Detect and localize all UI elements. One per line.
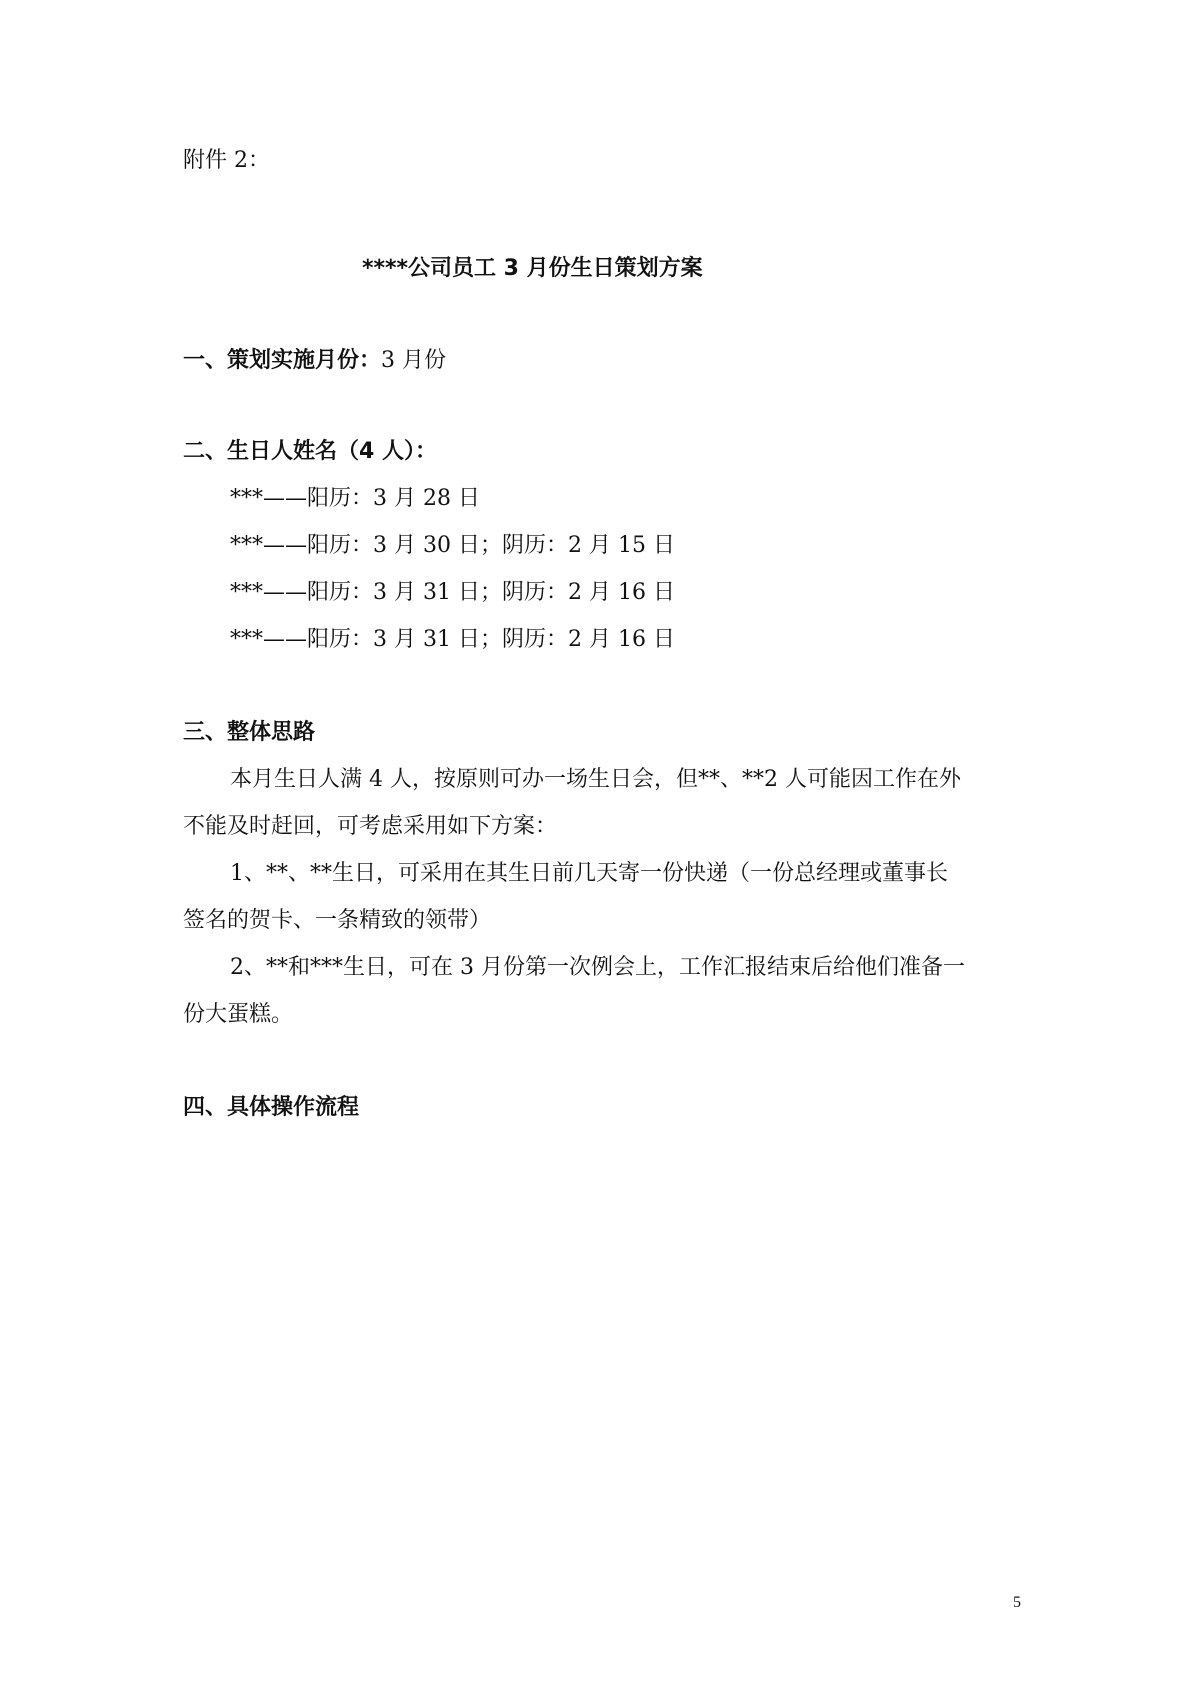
paragraph-line: 1、**、**生日，可采用在其生日前几天寄一份快递（一份总经理或董事长: [230, 861, 948, 886]
paragraph-line: 不能及时赶回，可考虑采用如下方案：: [183, 814, 558, 839]
document-title: ****公司员工 3 月份生日策划方案: [362, 256, 703, 281]
birthday-list-item: ***——阳历：3 月 30 日；阴历：2 月 15 日: [230, 533, 675, 558]
section-1-value: 3 月份: [381, 348, 447, 373]
section-2-heading: 二、生日人姓名（4 人）：: [183, 439, 437, 464]
birthday-list-item: ***——阳历：3 月 28 日: [230, 486, 480, 511]
attachment-label: 附件 2：: [183, 148, 270, 173]
paragraph-line: 本月生日人满 4 人，按原则可办一场生日会，但**、**2 人可能因工作在外: [230, 767, 961, 792]
paragraph-line: 份大蛋糕。: [183, 1002, 294, 1027]
section-1: [183, 346, 446, 376]
paragraph-line: 签名的贺卡、一条精致的领带）: [183, 908, 492, 933]
page-number: 5: [1013, 1594, 1021, 1611]
section-3-heading: 三、整体思路: [183, 720, 316, 745]
section-1-heading: 一、策划实施月份：: [183, 348, 382, 373]
birthday-list-item: ***——阳历：3 月 31 日；阴历：2 月 16 日: [230, 627, 675, 652]
section-4-heading: 四、具体操作流程: [183, 1095, 360, 1120]
paragraph-line: 2、**和***生日，可在 3 月份第一次例会上，工作汇报结束后给他们准备一: [230, 955, 965, 980]
birthday-list-item: ***——阳历：3 月 31 日；阴历：2 月 16 日: [230, 580, 675, 605]
